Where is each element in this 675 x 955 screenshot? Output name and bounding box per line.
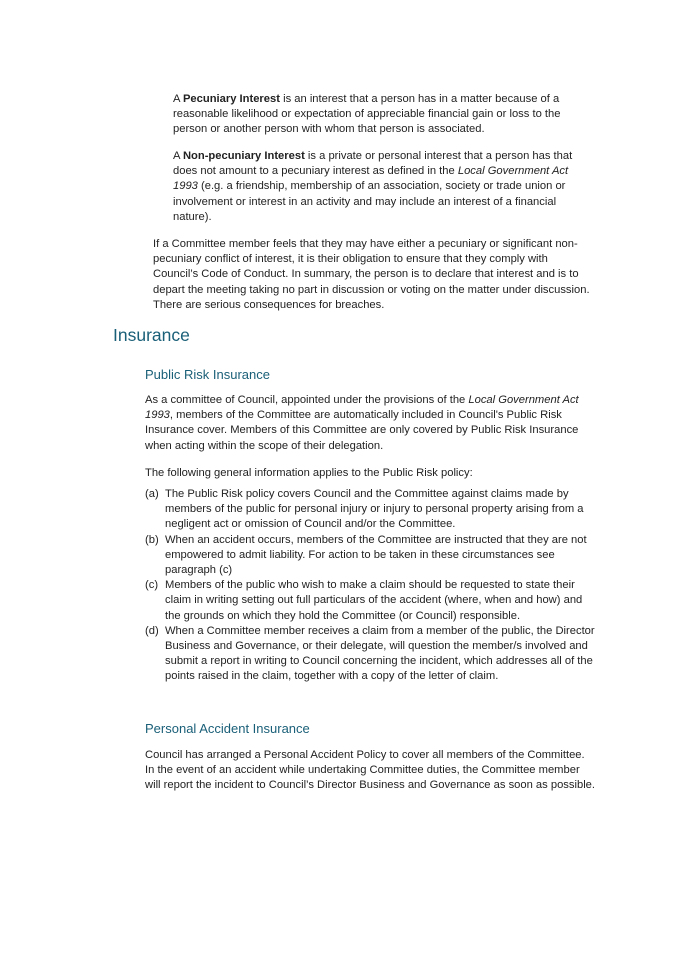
list-item bbox=[145, 578, 597, 624]
insurance-heading: Insurance bbox=[113, 325, 190, 345]
personal-accident-text: Council has arranged a Personal Accident Policy to cover all members of the Committee. In the event of an accident while undertaking Committee duties, the Committee member will report the incident to Council’s Director Business and Governance as soon as possible. bbox=[145, 749, 596, 792]
list-marker: (b) bbox=[145, 533, 159, 546]
general-info-text: The following general information applies to the Public Risk policy: bbox=[145, 467, 473, 479]
list-item bbox=[145, 624, 597, 685]
list-marker: (d) bbox=[145, 624, 159, 637]
pecuniary-interest-definition bbox=[173, 92, 591, 138]
text-run: As a committee of Council, appointed under the provisions of the bbox=[145, 394, 469, 406]
list-item bbox=[145, 487, 597, 533]
list-marker: (a) bbox=[145, 488, 159, 500]
text-run: , members of the Committee are automatically included in Council's Public Risk Insurance cover. Members of this Committee are only covered by Public Risk Insurance when acting within the scope of their delegation. bbox=[145, 409, 579, 452]
act-reference: Local Government Act 1993 bbox=[145, 394, 579, 422]
text-run: A bbox=[173, 93, 183, 105]
personal-accident-paragraph bbox=[145, 748, 597, 794]
term-non-pecuniary-interest: Non-pecuniary Interest bbox=[182, 150, 305, 162]
non-pecuniary-interest-definition bbox=[173, 149, 591, 225]
text-run: is a private or personal interest that a person has that does not amount to a pecuniary interest as defined in the bbox=[173, 150, 573, 178]
term-pecuniary-interest: Pecuniary Interest bbox=[182, 93, 280, 105]
list-item-text: Members of the public who wish to make a claim should be requested to state their claim in writing setting out full particulars of the accident (where, when and how) and the grounds on which they hold the Committee (or Council) responsible. bbox=[165, 579, 583, 622]
public-risk-general-info bbox=[145, 466, 597, 481]
personal-accident-heading: Personal Accident Insurance bbox=[145, 721, 310, 736]
public-risk-heading: Public Risk Insurance bbox=[145, 367, 270, 382]
list-item-text: When a Committee member receives a claim from a member of the public, the Director Business and Governance, or their delegate, will question the member/s involved and submit a report in writing to Council concerning the incident, which addresses all of the points raised in the claim, together with a copy of the letter of claim. bbox=[165, 624, 595, 683]
public-risk-intro bbox=[145, 393, 597, 454]
conflict-text: If a Committee member feels that they may have either a pecuniary or significant non-pecuniary conflict of interest, it is their obligation to ensure that they comply with Council’s Code of Conduct. In summary, the person is to declare that interest and is to depart the meeting taking no part in discussion or voting on the matter under discussion. There are serious consequences for breaches. bbox=[153, 238, 590, 311]
list-marker: (c) bbox=[145, 579, 159, 592]
public-risk-list bbox=[145, 487, 597, 685]
act-reference: Local Government Act 1993 bbox=[173, 165, 569, 193]
conflict-of-interest-paragraph bbox=[153, 237, 595, 313]
list-item-text: When an accident occurs, members of the Committee are instructed that they are not empowered to admit liability. For action to be taken in these circumstances see paragraph (c) bbox=[165, 533, 587, 577]
text-run: A bbox=[173, 150, 183, 162]
list-item bbox=[145, 533, 597, 579]
text-run: is an interest that a person has in a matter because of a reasonable likelihood or expectation of appreciable financial gain or loss to the person or another person with whom that person is associated. bbox=[173, 93, 561, 136]
text-run: (e.g. a friendship, membership of an association, society or trade union or involvement or interest in an activity and may include an interest of a financial nature). bbox=[173, 180, 566, 223]
list-item-text: The Public Risk policy covers Council and the Committee against claims made by members of the public for personal injury or injury to personal property arising from a negligent act or omission of Council and/or the Committee. bbox=[165, 488, 584, 531]
